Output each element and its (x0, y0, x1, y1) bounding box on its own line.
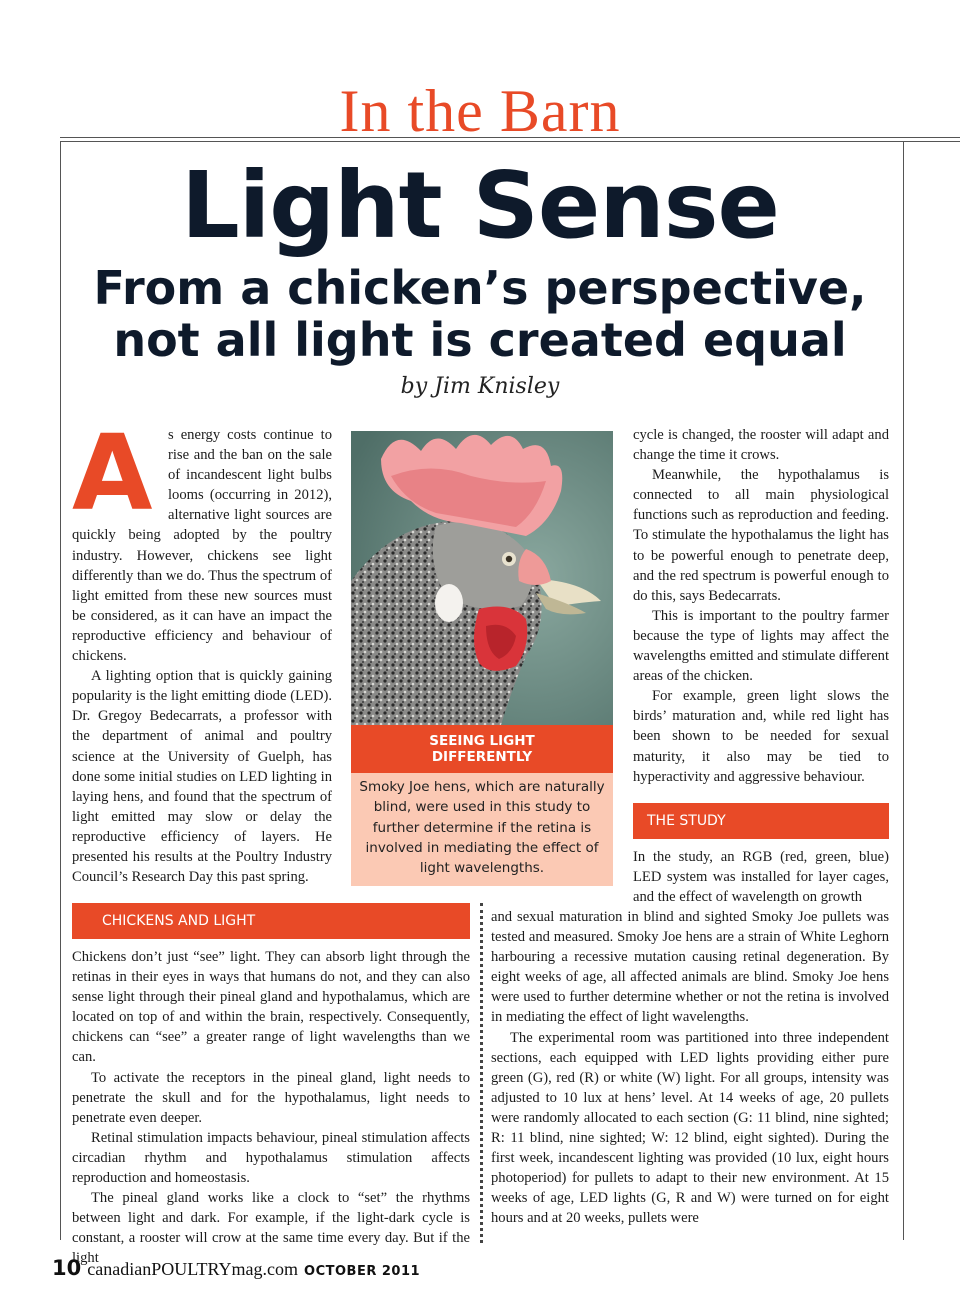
subhead-line-2: not all light is created equal (113, 313, 847, 367)
article-column-1 (72, 412, 332, 887)
article-column-4 (491, 907, 889, 1229)
paragraph: In the study, an RGB (red, green, blue) LED system was installed for layer cages, and the effect of wavelength on growth (633, 849, 889, 906)
issue-date: OCTOBER 2011 (304, 1264, 421, 1279)
sidebar-heading-line-1: SEEING LIGHT (429, 733, 535, 749)
paragraph: For example, green light slows the birds’ maturation and, while red light has been shown to be needed for sexual maturity, it also may be tied to hyperactivity and aggressive behaviour. (633, 688, 889, 785)
paragraph: A lighting option that is quickly gaining popularity is the light emitting diode (LED). Dr. Gregoy Bedecarrats, a professor with the department of animal and poultry science at the University of Guelph, has done some initial studies on LED lighting in laying hens, and found that the spectrum of light emitted may slow or delay the reproductive efficiency of layers. He presented his results at the Poultry Industry Council’s Research Day this past spring. (72, 668, 332, 886)
photo-caption: Smoky Joe hens, which are naturally blind, were used in this study to further determine if the retina is involved in mediating the effect of light wavelengths. (351, 773, 613, 886)
paragraph: Meanwhile, the hypothalamus is connected to all main physiological functions such as reproduction and feeding. To stimulate the hypothalamus the light has to be powerful enough to penetrate deep, and the red spectrum is powerful enough to do this, says Bedecarrats. (633, 467, 889, 604)
drop-cap: A (72, 412, 153, 534)
paragraph: This is important to the poultry farmer because the type of lights may affect the wavelengths emitted and stimulate different areas of the chicken. (633, 607, 889, 685)
study-heading: THE STUDY (633, 803, 889, 839)
byline: by Jim Knisley (400, 374, 560, 399)
rooster-photo (351, 431, 613, 725)
chickens-and-light-heading: CHICKENS AND LIGHT (72, 903, 470, 939)
rooster-image (351, 431, 613, 725)
magazine-site: canadianPOULTRYmag.com (87, 1259, 299, 1279)
paragraph: The experimental room was partitioned into three independent sections, each equipped with LED lights providing either pure green (G), red (R) or white (W) light. For all groups, intensity was adjusted to 10 lux at hens’ level. At 14 weeks of age, 20 pullets were randomly allocated to each section (G: 11 blind, nine sighted; R: 11 blind, nine sighted; W: 12 blind, eight sighted). During the first week, incandescent lighting was provided (10 lux, eight hours photoperiod) for pullets to adapt to their new environment. At 15 weeks of age, LED lights (G, R and W) were turned on for eight hours and at 20 weeks, pullets were (491, 1029, 889, 1227)
article-column-3-continued (633, 847, 889, 907)
paragraph: s energy costs continue to rise and the ban on the sale of incandescent light bulbs looms (occurring in 2012), alternative light sources are quickly being adopted by the poultry industry. However, chickens see light differently than we do. Thus the spectrum of light emitted from these new sources must be considered, as it can have an impact the reproductive efficiency and behaviour of chickens. (72, 427, 332, 665)
header-rule (60, 137, 960, 138)
paragraph: cycle is changed, the rooster will adapt and change the time it crows. (633, 427, 889, 464)
article-column-2 (72, 947, 470, 1269)
article-subhead (0, 262, 960, 366)
paragraph: To activate the receptors in the pineal gland, light needs to penetrate the skull and for the hypothalamus, light needs to penetrate even deeper. (72, 1069, 470, 1126)
page-number: 10 (52, 1256, 82, 1280)
paragraph: The pineal gland works like a clock to “set” the rhythms between light and dark. For example, if the light-dark cycle is constant, a rooster will crow at the same time every day. But if the light (72, 1190, 470, 1267)
sidebar-heading (351, 725, 613, 773)
article-headline: Light Sense (181, 152, 779, 259)
section-label: In the Barn (339, 78, 621, 144)
paragraph: Chickens don’t just “see” light. They can absorb light through the retinas in their eyes in ways that humans do not, and they can also sense light through their pineal gland and hypothalamus, which are located on top of and within the brain, respectively. Consequently, chickens can “see” a greater range of light wavelengths than we can. (72, 949, 470, 1066)
page-footer (52, 1256, 420, 1284)
subhead-line-1: From a chicken’s perspective, (93, 261, 867, 315)
article-column-3 (633, 425, 889, 787)
paragraph: and sexual maturation in blind and sighted Smoky Joe pullets was tested and measured. Smoky Joe hens are a strain of White Leghorn harbouring a recessive mutation causing retinal degeneration. By eight weeks of age, all affected animals are blind. Smoky Joe hens were used to further determine whether or not the retina is involved in mediating the effect of light wavelengths. (491, 909, 889, 1026)
column-divider-dots (480, 903, 483, 1243)
header-rule-inner (60, 141, 960, 142)
paragraph: Retinal stimulation impacts behaviour, pineal stimulation affects circadian rhythm and hypothalamus stimulation affects reproduction and homeostasis. (72, 1129, 470, 1187)
sidebar-heading-line-2: DIFFERENTLY (431, 749, 533, 765)
